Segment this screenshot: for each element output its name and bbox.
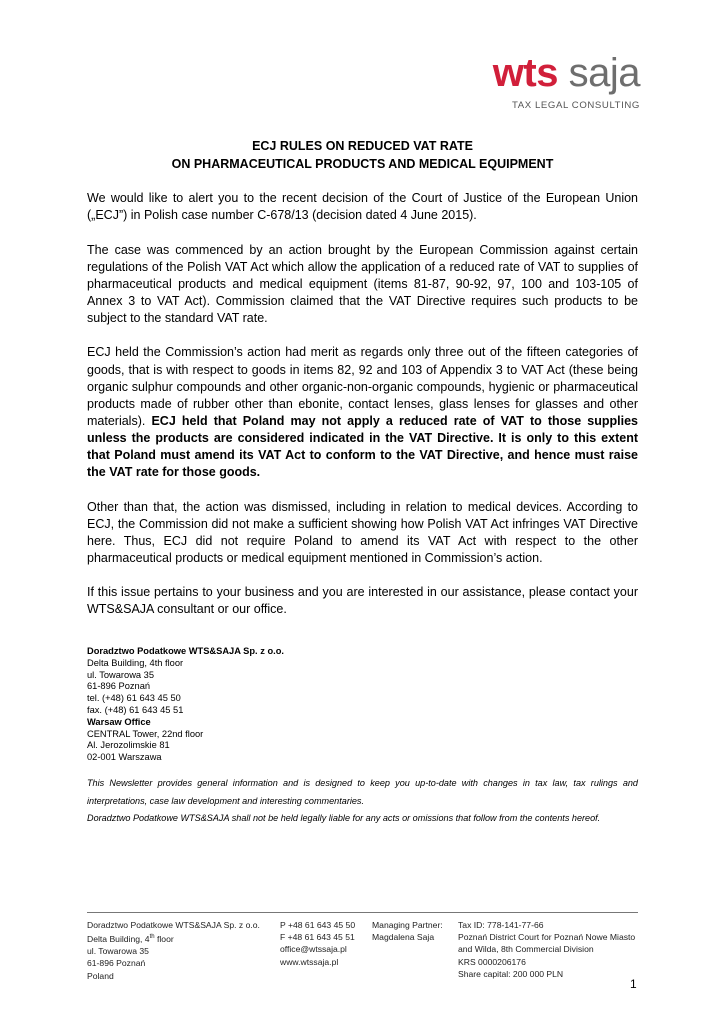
footer-company-column [87, 919, 260, 982]
footer-street: ul. Towarowa 35 [87, 946, 149, 957]
footer-building-text: Delta Building, 4 [87, 934, 150, 945]
logo-subtitle: TAX LEGAL CONSULTING [511, 100, 640, 111]
address-line: Delta Building, 4th floor [87, 657, 184, 668]
footer-partner-name: Magdalena Saja [372, 932, 435, 943]
paragraph-ruling [87, 344, 638, 481]
footer-partner-label: Managing Partner: [372, 920, 443, 930]
footer-company: Doradztwo Podatkowe WTS&SAJA Sp. z o.o. [87, 920, 260, 930]
footer-krs: KRS 0000206176 [458, 956, 526, 967]
disclaimer-liability: Doradztwo Podatkowe WTS&SAJA shall not be held legally liable for any acts or omissions that follow from the contents hereof. [87, 813, 601, 823]
logo-wts: wts [492, 51, 558, 95]
footer-email[interactable]: office@wtssaja.pl [280, 944, 347, 955]
ruling-bold-text: ECJ held that Poland may not apply a reduced rate of VAT to those supplies unless the products are considered indicated in the VAT Directive. It is only to this extent that Poland must amend its VAT Act to conform to the VAT Directive, and hence must raise the VAT rate for those goods. [87, 413, 639, 480]
footer-share-capital: Share capital: 200 000 PLN [458, 968, 564, 979]
title-line-2: ON PHARMACEUTICAL PRODUCTS AND MEDICAL EQUIPMENT [171, 157, 554, 171]
footer-divider [87, 912, 638, 913]
warsaw-address-line: Al. Jerozolimskie 81 [87, 740, 170, 751]
footer-fax: F +48 61 643 45 51 [280, 932, 355, 943]
warsaw-office-title: Warsaw Office [87, 716, 151, 727]
footer-division: and Wilda, 8th Commercial Division [458, 944, 594, 955]
paragraph-dismissed: Other than that, the action was dismissed, including in relation to medical devices. According to ECJ, the Commission did not make a sufficient showing how Polish VAT Act infringes VAT Directive here. Thus, ECJ did not require Poland to amend its VAT Act with respect to the other pharmaceutical products or medical equipment mentioned in Commission’s action. [87, 499, 638, 565]
ruling-text: ECJ held the Commission’s action had merit as regards only three out of the fifteen categories of goods, that is with respect to goods in items 82, 92 and 103 of Appendix 3 to VAT Act (these being organic sulphur compounds and other organic-non-organic compounds, hygienic or pharmaceutical products made of rubber other than ebonite, contact lenses, glass lenses for glasses and other materials). [87, 345, 638, 428]
warsaw-address-line: CENTRAL Tower, 22nd floor [87, 728, 204, 739]
title-line-1: ECJ RULES ON REDUCED VAT RATE [252, 139, 473, 153]
address-fax: fax. (+48) 61 643 45 51 [87, 704, 184, 715]
document-title [87, 137, 638, 173]
office-address [87, 646, 284, 764]
paragraph-case: The case was commenced by an action brought by the European Commission against certain regulations of the Polish VAT Act which allow the application of a reduced rate of VAT to supplies of pharmaceutical products and medical equipment (items 81-87, 90-92, 97, 100 and 103-105 of Annex 3 to VAT Act). Commission claimed that the VAT Directive requires such products to be subject to the standard VAT rate. [87, 242, 638, 325]
address-tel: tel. (+48) 61 643 45 50 [87, 693, 181, 704]
footer-partner-column [372, 919, 443, 943]
page-number: 1 [630, 977, 637, 991]
address-company: Doradztwo Podatkowe WTS&SAJA Sp. z o.o. [87, 646, 284, 656]
warsaw-address-line: 02-001 Warszawa [87, 752, 162, 763]
disclaimer [87, 775, 638, 828]
footer-tax-id: Tax ID: 778-141-77-66 [458, 920, 544, 930]
footer-building-sup: th [149, 934, 155, 941]
paragraph-intro: We would like to alert you to the recent decision of the Court of Justice of the European Union („ECJ”) in Polish case number C-678/13 (decision dated 4 June 2015). [87, 191, 638, 223]
footer-phone: P +48 61 643 45 50 [280, 920, 356, 930]
disclaimer-info: This Newsletter provides general information and is designed to keep you up-to-date with changes in tax law, tax rulings and interpretations, case law development and interesting commentaries. [87, 778, 638, 806]
footer-country: Poland [87, 970, 114, 981]
footer-registration-column [458, 919, 635, 980]
address-line: ul. Towarowa 35 [87, 669, 155, 680]
footer-website[interactable]: www.wtssaja.pl [280, 956, 339, 967]
footer-contact-column [280, 919, 355, 968]
footer-court: Poznań District Court for Poznań Nowe Miasto [458, 932, 636, 943]
document-body [87, 190, 638, 636]
address-line: 61-896 Poznań [87, 681, 151, 692]
logo-saja: saja [568, 51, 640, 95]
footer-city: 61-896 Poznań [87, 958, 146, 969]
footer-building [87, 931, 260, 945]
logo-wordmark [493, 50, 640, 96]
company-logo [470, 50, 640, 116]
paragraph-contact: If this issue pertains to your business and you are interested in our assistance, please contact your WTS&SAJA consultant or our office. [87, 585, 638, 617]
footer-building-floor: floor [154, 934, 174, 945]
